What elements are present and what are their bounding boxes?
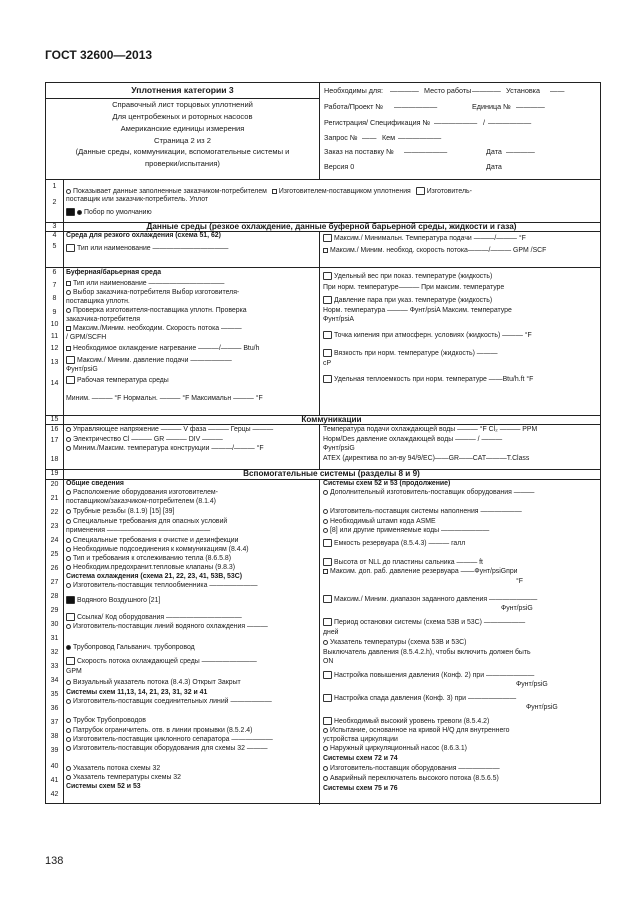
radio-icon <box>66 490 71 495</box>
radio-icon <box>66 699 71 704</box>
field-row[interactable]: Высота от NLL до пластины сальника ——— ft <box>323 558 483 567</box>
radio-icon <box>66 624 71 629</box>
field-row[interactable]: Максим./ Миним. диапазон заданного давления ——————— <box>323 595 537 604</box>
box-icon <box>66 376 75 384</box>
radio-icon <box>66 308 71 313</box>
field-row[interactable]: Расположение оборудования изготовителем- <box>66 489 218 497</box>
field-row[interactable]: Необходимый высокий уровень тревоги (8.5.4.2) <box>323 717 489 726</box>
field-row[interactable]: Необходим.предохранит.тепловые клапаны (9.8.3) <box>66 564 235 572</box>
radio-icon <box>66 427 71 432</box>
cooling-system-heading: Система охлаждения (схема 21, 22, 23, 41, 53B, 53C) <box>66 573 242 580</box>
field-row: Фунт/psiG <box>501 605 533 612</box>
header-right <box>320 83 600 179</box>
legend-line: Показывает данные заполненные заказчиком-потребителем Изготовителем-поставщиком уплотнения Изготовитель- <box>66 187 472 196</box>
version-label: Версия 0 <box>324 162 355 171</box>
page-number: 138 <box>45 855 64 867</box>
radio-icon <box>66 680 71 685</box>
systems-heading: Системы схем 72 и 74 <box>323 755 398 762</box>
field-line[interactable]: ———— <box>516 102 545 111</box>
box-icon <box>323 558 332 566</box>
checkbox-icon <box>272 189 277 194</box>
row-number: 20 <box>50 481 59 488</box>
header-line: (Данные среды, коммуникации, вспомогательные системы и <box>75 147 290 157</box>
field-row: °F <box>516 578 523 585</box>
field-line[interactable]: ———— <box>390 86 419 95</box>
box-icon <box>66 244 75 252</box>
col-divider <box>319 424 320 469</box>
header-line: Справочный лист торцовых уплотнений <box>112 100 253 110</box>
checkbox-icon <box>66 281 71 286</box>
field-row[interactable]: Изготовитель-поставщик оборудования для схемы 32 ——— <box>66 745 268 753</box>
radio-icon <box>323 766 328 771</box>
field-row: дней <box>323 629 339 636</box>
row-number: 31 <box>50 635 59 642</box>
field-row[interactable]: Изготовитель-поставщик теплообменника ——————— <box>66 582 258 590</box>
data-sheet-form <box>45 82 601 804</box>
field-row[interactable]: Трубные резьбы (8.1.9) [15] [39] <box>66 508 174 516</box>
field-row[interactable]: Изготовитель-поставщик соединительных линий —————— <box>66 698 272 706</box>
radio-icon <box>323 509 328 514</box>
field-row: заказчика-потребителя <box>66 316 140 323</box>
col-divider <box>319 231 320 267</box>
field-row[interactable]: Водяного Воздушного [21] <box>66 596 160 605</box>
field-row[interactable]: Необходимые подсоединения к коммуникациям (8.4.4) <box>66 546 249 554</box>
field-row[interactable]: Указатель температуры (схема 53B и 53C) <box>323 639 466 647</box>
header-left <box>46 83 320 179</box>
field-row[interactable]: Максим. доп. раб. давление резервуара ——Фунт/psiGпри <box>323 568 518 576</box>
field-line[interactable]: —————— <box>404 147 448 156</box>
row-divider <box>46 179 600 180</box>
field-row[interactable]: Период остановки системы (схема 53B и 53C) —————— <box>323 618 525 627</box>
standard-number: ГОСТ 32600—2013 <box>45 48 153 62</box>
row-number: 7 <box>52 282 57 289</box>
row-number: 41 <box>50 777 59 784</box>
project-label: Работа/Проект № <box>324 102 384 111</box>
field-row: Фунт/psiG <box>516 681 548 688</box>
radio-icon <box>323 746 328 751</box>
checkbox-icon <box>66 346 71 351</box>
field-row[interactable]: Изготовитель-поставщик циклонного сепаратора —————— <box>66 736 273 744</box>
field-row[interactable]: Аварийный переключатель высокого потока (8.5.6.5) <box>323 775 499 783</box>
box-icon <box>323 717 332 725</box>
row-number: 5 <box>52 243 57 250</box>
request-label: Запрос № <box>324 133 358 142</box>
field-row[interactable]: Необходимый штамп кода ASME <box>323 518 436 526</box>
row-number: 19 <box>50 470 59 477</box>
row-number: 15 <box>50 416 59 423</box>
field-line[interactable]: —— <box>362 133 377 142</box>
field-row[interactable]: Вязкость при норм. температуре (жидкость) ——— <box>323 349 497 358</box>
field-row[interactable]: Миним./Максим. температура конструкции ———/——— °F <box>66 445 264 453</box>
row-number: 4 <box>52 232 57 239</box>
radio-icon <box>66 519 71 524</box>
header-line: Для центробежных и роторных насосов <box>112 112 253 122</box>
box-icon <box>323 234 332 242</box>
radio-icon <box>66 290 71 295</box>
row-number: 33 <box>50 663 59 670</box>
row-number: 16 <box>50 426 59 433</box>
radio-icon <box>66 583 71 588</box>
filled-radio-icon <box>66 645 71 650</box>
systems-heading: Системы схем 75 и 76 <box>323 785 398 792</box>
radio-icon <box>66 538 71 543</box>
filled-box-icon <box>66 208 75 216</box>
radio-icon <box>66 556 71 561</box>
date-label: Дата <box>486 162 502 171</box>
field-row: поставщиком/заказчиком-потребителем (8.1.4) <box>66 498 216 505</box>
box-icon <box>323 671 332 679</box>
radio-icon <box>66 437 71 442</box>
quench-medium-heading: Среда для резкого охлаждения (схема 51, 62) <box>66 232 221 239</box>
installation-label: Установка <box>506 86 540 95</box>
field-row[interactable]: / GPM/SCFH <box>66 334 107 341</box>
field-row[interactable]: Настройка спада давления (Конф. 3) при ——————— <box>323 694 516 703</box>
sheet-title: Уплотнения категории 3 <box>46 83 319 99</box>
header-line: Американские единицы измерения <box>120 123 245 133</box>
field-row[interactable]: При норм. температуре——— При максим. температуре <box>323 284 505 291</box>
row-number: 18 <box>50 456 59 463</box>
radio-icon <box>66 509 71 514</box>
row-number: 34 <box>50 677 59 684</box>
box-icon <box>323 331 332 339</box>
field-row[interactable]: Выбор заказчика-потребителя Выбор изготовителя- <box>66 289 239 297</box>
field-row[interactable]: Специальные требования к очистке и дезинфекции <box>66 537 238 545</box>
separator: / <box>483 118 485 127</box>
field-row[interactable]: Скорость потока охлаждающей среды ———————— <box>66 657 257 666</box>
radio-icon <box>66 547 71 552</box>
field-row[interactable]: Указатель температуры схемы 32 <box>66 774 181 782</box>
row-divider <box>46 424 600 425</box>
field-row[interactable]: Рабочая температура среды <box>66 376 169 385</box>
field-row[interactable]: Удельный вес при показ. температуре (жидкость) <box>323 272 492 281</box>
row-number: 40 <box>50 763 59 770</box>
box-icon <box>66 613 75 621</box>
row-number: 28 <box>50 593 59 600</box>
field-row: ON <box>323 658 334 665</box>
field-row[interactable]: Тип или наименование ——————————— <box>66 244 228 253</box>
checkbox-icon <box>66 326 71 331</box>
field-row: Фунт/psiA <box>323 316 354 323</box>
field-row[interactable]: Необходимое охлаждение нагревание ———/——— Btu/h <box>66 345 259 353</box>
field-row[interactable]: Тип или наименование ——————————— <box>66 280 224 288</box>
field-row[interactable]: Трубок Трубопроводов <box>66 717 146 725</box>
field-row[interactable]: Изготовитель-поставщик оборудования —————— <box>323 765 500 773</box>
field-row: GPM <box>66 668 82 675</box>
header-line: проверки/испытания) <box>145 159 220 169</box>
date-label: Дата <box>486 147 502 156</box>
field-row[interactable]: Визуальный указатель потока (8.4.3) Открыт Закрыт <box>66 679 241 687</box>
required-for-label: Необходимы для: <box>324 86 384 95</box>
field-row[interactable]: Испытание, основанное на кривой H/Q для внутреннего <box>323 727 509 735</box>
field-row[interactable]: Наружный циркуляционный насос (8.6.3.1) <box>323 745 467 753</box>
field-row[interactable]: Миним. ——— °F Нормальн. ——— °F Максимальн ——— °F <box>66 395 263 402</box>
row-number: 39 <box>50 747 59 754</box>
field-row[interactable]: Указатель потока схемы 32 <box>66 765 160 773</box>
section-heading: Данные среды (резкое охлаждение, данные буферной барьерной среды, жидкости и газа) <box>146 222 517 231</box>
field-row[interactable]: Электричество Cl ——— GR ——— DIV ——— <box>66 436 223 444</box>
box-icon <box>323 595 332 603</box>
field-row[interactable]: Изготовитель-поставщик линий водяного охлаждения ——— <box>66 623 268 631</box>
general-heading: Общие сведения <box>66 480 124 487</box>
box-icon <box>323 618 332 626</box>
systems-heading: Системы схем 52 и 53 <box>66 783 141 790</box>
field-row[interactable]: Выключатель давления (8.5.4.2.h), чтобы включить должен быть <box>323 649 531 656</box>
legend-line: Побор по умолчанию <box>66 208 152 217</box>
row-number: 2 <box>52 199 57 206</box>
box-icon <box>416 187 425 195</box>
field-row: Фунт/psiG <box>526 704 558 711</box>
field-row[interactable]: Дополнительный изготовитель-поставщик оборудования ——— <box>323 489 534 497</box>
row-number: 10 <box>50 321 59 328</box>
row-number: 37 <box>50 719 59 726</box>
row-number: 35 <box>50 691 59 698</box>
field-row[interactable]: Изготовитель-поставщик системы наполнения —————— <box>323 508 522 516</box>
box-icon <box>66 356 75 364</box>
field-row[interactable]: Давление пара при указ. температуре (жидкость) <box>323 296 492 305</box>
field-row: cP <box>323 360 332 367</box>
radio-icon <box>66 565 71 570</box>
row-number: 38 <box>50 733 59 740</box>
field-line[interactable]: —————— <box>488 118 532 127</box>
field-row: устройства циркуляции <box>323 736 398 743</box>
radio-icon <box>66 189 71 194</box>
field-row[interactable]: Норм/Des давление охлаждающей воды ——— / ——— <box>323 436 503 443</box>
radio-icon <box>323 490 328 495</box>
row-number: 30 <box>50 621 59 628</box>
legend-line: поставщик или заказчик-потребитель. Уплот <box>66 196 209 203</box>
row-number: 27 <box>50 579 59 586</box>
field-row[interactable]: Максим./ Миним. необход. скорость потока———/——— GPM /SCF <box>323 247 546 255</box>
field-row[interactable]: Норм. температура ——— Фунт/psiA Максим. температуре <box>323 307 512 314</box>
row-number: 9 <box>52 309 57 316</box>
row-number: 29 <box>50 607 59 614</box>
row-number: 36 <box>50 705 59 712</box>
row-number: 8 <box>52 295 57 302</box>
radio-icon <box>66 766 71 771</box>
field-row[interactable]: Настройка повышения давления (Конф. 2) при ——————— <box>323 671 534 680</box>
section-heading: Коммуникации <box>301 415 362 424</box>
filled-box-icon <box>66 596 75 604</box>
checkbox-icon <box>323 569 328 574</box>
radio-icon <box>323 519 328 524</box>
box-icon <box>323 349 332 357</box>
field-line[interactable]: ———— <box>506 147 535 156</box>
col-divider <box>319 267 320 415</box>
row-number: 17 <box>50 437 59 444</box>
row-number: 42 <box>50 791 59 798</box>
row-number: 11 <box>50 333 59 340</box>
radio-icon <box>323 776 328 781</box>
radio-icon <box>66 728 71 733</box>
po-label: Заказ на поставку № <box>324 147 394 156</box>
radio-icon <box>66 746 71 751</box>
field-line[interactable]: —— <box>550 86 565 95</box>
radio-icon <box>323 728 328 733</box>
row-number: 14 <box>50 380 59 387</box>
field-row[interactable]: Управляющее напряжение ——— V фаза ——— Герцы ——— <box>66 426 273 434</box>
field-row[interactable]: применения ——————————————— <box>66 527 211 534</box>
row-number: 21 <box>50 495 59 502</box>
field-row[interactable]: [8] или другие применяемые коды ——————— <box>323 527 489 535</box>
field-row[interactable]: Температура подачи охлаждающей воды ——— °F Cl₂ ——— PPM <box>323 426 538 433</box>
box-icon <box>323 375 332 383</box>
field-line[interactable]: —————— <box>434 118 478 127</box>
field-line[interactable]: ———— <box>472 86 501 95</box>
field-line[interactable]: —————— <box>394 102 438 111</box>
field-row[interactable]: ATEX (директива по эл-ву 94/9/EC)——GR——CAT———T.Class <box>323 455 530 462</box>
row-number: 3 <box>52 223 57 230</box>
field-row[interactable]: Специальные требования для опасных условий <box>66 518 227 526</box>
row-number: 22 <box>50 509 59 516</box>
by-label: Кем <box>382 133 396 142</box>
box-icon <box>323 539 332 547</box>
radio-icon <box>66 718 71 723</box>
row-number: 24 <box>50 537 59 544</box>
field-row[interactable]: Проверка изготовителя-поставщика уплотн. Проверка <box>66 307 247 315</box>
filled-radio-icon <box>77 210 82 215</box>
field-row[interactable]: Удельная теплоемкость при норм. температуре ——Btu/h.ft °F <box>323 375 533 384</box>
unit-label: Единица № <box>472 102 511 111</box>
row-number: 32 <box>50 649 59 656</box>
radio-icon <box>323 640 328 645</box>
row-number: 1 <box>52 183 57 190</box>
field-row: поставщика уплотн. <box>66 298 130 305</box>
col-divider <box>319 479 320 805</box>
field-row[interactable]: Максим./Миним. необходим. Скорость потока ——— <box>66 325 242 333</box>
field-row[interactable]: Тип и требования к отслеживанию тепла (8.6.5.8) <box>66 555 231 563</box>
radio-icon <box>66 737 71 742</box>
checkbox-icon <box>323 248 328 253</box>
field-row[interactable]: Ссылка/ Код оборудования ——————————— <box>66 613 242 622</box>
spec-label: Регистрация/ Спецификация № <box>324 118 431 127</box>
field-row[interactable]: Точка кипения при атмосферн. условиях (жидкость) ——— °F <box>323 331 532 340</box>
field-row[interactable]: Максим./ Минимальн. Температура подачи ———/——— °F <box>323 234 526 243</box>
row-number: 25 <box>50 551 59 558</box>
workplace-label: Место работы <box>424 86 472 95</box>
section-heading: Вспомогательные системы (разделы 8 и 9) <box>243 469 420 478</box>
row-number: 26 <box>50 565 59 572</box>
header-line: Страница 2 из 2 <box>154 135 211 145</box>
field-row: Фунт/psiG <box>323 445 355 452</box>
row-number: 23 <box>50 523 59 530</box>
box-icon <box>323 296 332 304</box>
field-row[interactable]: Максим./ Миним. давление подачи —————— <box>66 356 232 365</box>
field-line[interactable]: —————— <box>398 133 442 142</box>
box-icon <box>323 694 332 702</box>
row-number: 13 <box>50 359 59 366</box>
field-row[interactable]: Емкость резервуара (8.5.4.3) ——— галл <box>323 539 465 548</box>
field-row[interactable]: Патрубок ограничитель. отв. в линии промывки (8.5.2.4) <box>66 727 252 735</box>
buffer-barrier-heading: Буферная/барьерная среда <box>66 269 162 276</box>
row-number: 6 <box>52 269 57 276</box>
radio-icon <box>66 446 71 451</box>
radio-icon <box>66 775 71 780</box>
systems-heading: Системы схем 11,13, 14, 21, 23, 31, 32 и 41 <box>66 689 208 696</box>
box-icon <box>323 272 332 280</box>
field-row: Фунт/psiG <box>66 366 98 373</box>
field-row[interactable]: Трубопровод Гальванич. трубопровод <box>66 644 195 652</box>
box-icon <box>66 657 75 665</box>
radio-icon <box>323 528 328 533</box>
systems-continued-heading: Системы схем 52 и 53 (продолжение) <box>323 480 451 487</box>
row-number: 12 <box>50 345 59 352</box>
row-divider <box>46 267 600 268</box>
